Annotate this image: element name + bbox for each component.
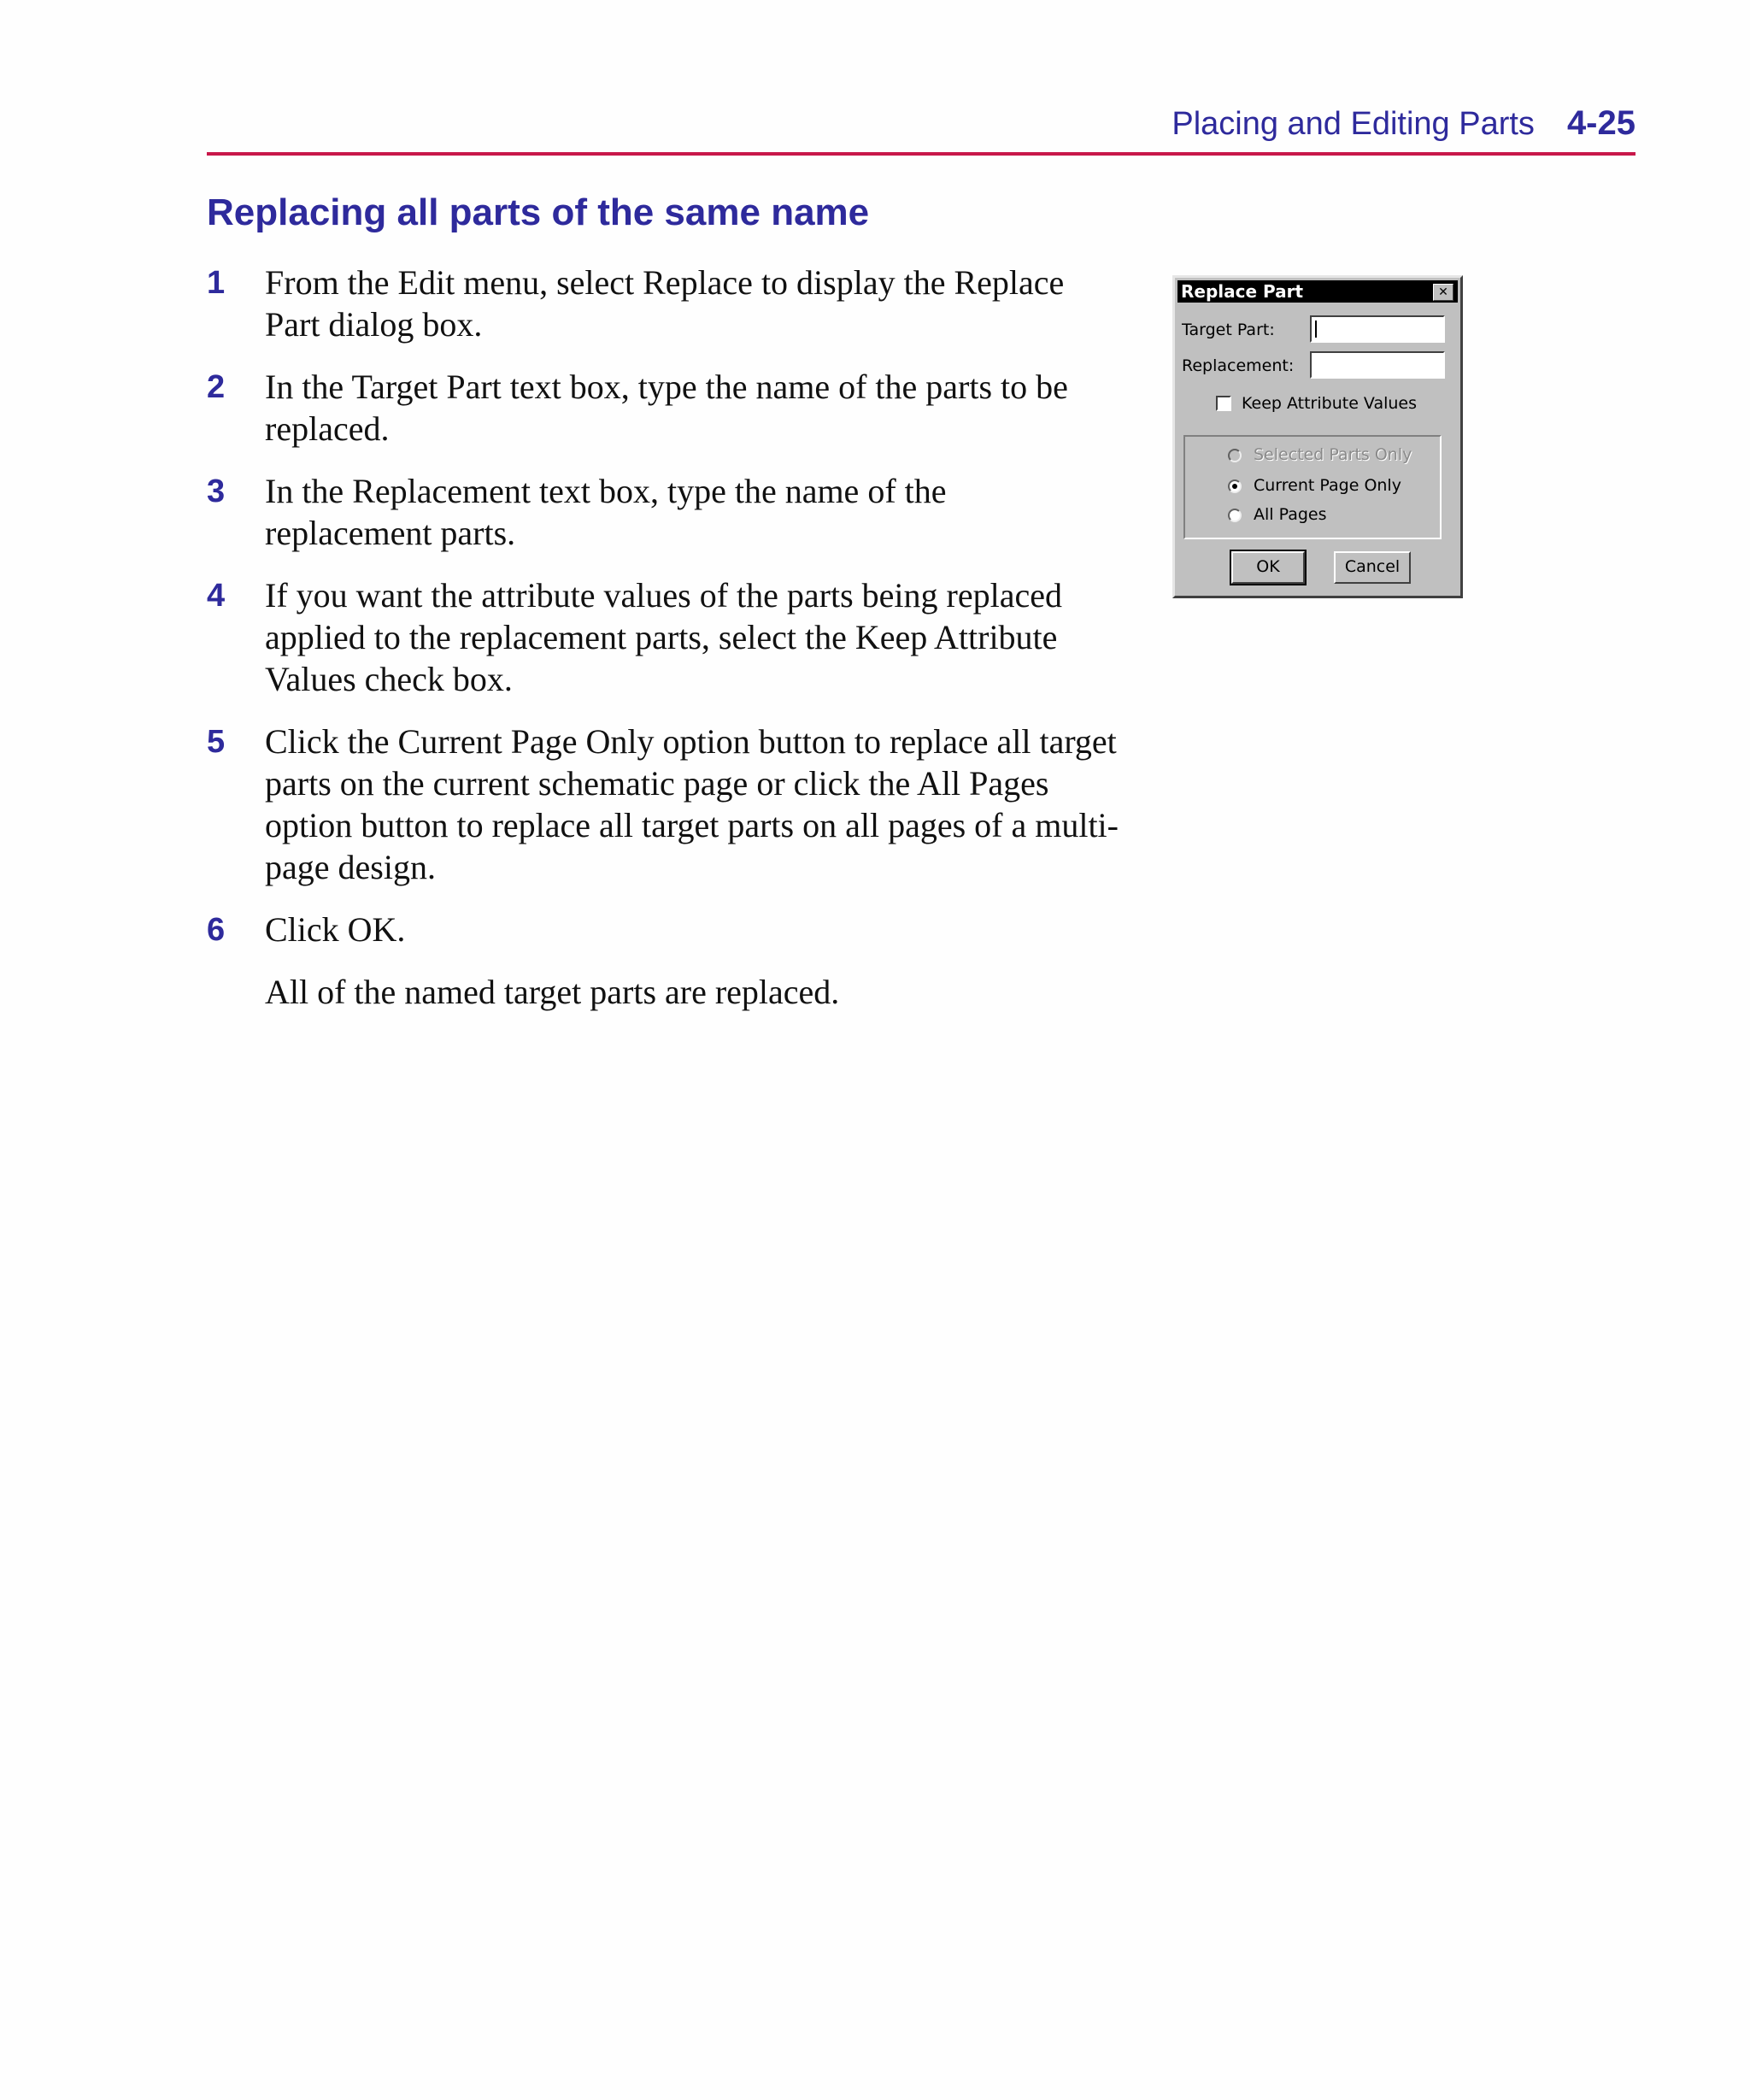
keep-attribute-values-label[interactable]: Keep Attribute Values [1242,394,1418,413]
step-text: Click OK. [265,910,406,949]
step-item [207,574,1138,700]
result-text: All of the named target parts are replaced. [265,973,840,1011]
header-text [1172,104,1635,143]
dialog-title: Replace Part [1181,281,1304,302]
all-pages-label[interactable]: All Pages [1254,505,1327,524]
target-part-input[interactable] [1310,315,1445,343]
dialog-titlebar [1177,280,1458,303]
replace-part-dialog [1172,275,1463,598]
section-title: Replacing all parts of the same name [207,191,870,233]
keep-attribute-values-checkbox[interactable] [1216,396,1231,411]
chapter-title: Placing and Editing Parts [1172,106,1535,142]
replacement-label: Replacement: [1182,356,1295,375]
step-text: In the Replacement text box, type the name of the replacement parts. [265,472,947,552]
target-part-label: Target Part: [1182,321,1275,339]
step-number: 1 [207,265,226,301]
selected-parts-only-radio [1228,449,1242,462]
current-page-only-label[interactable]: Current Page Only [1254,476,1401,495]
step-item [207,470,1138,554]
step-number: 6 [207,912,226,948]
step-text: From the Edit menu, select Replace to display the Replace Part dialog box. [265,263,1065,344]
close-icon[interactable]: ✕ [1433,284,1453,301]
step-text: If you want the attribute values of the parts being replaced applied to the replacement parts, select the Keep Attribute Values check box. [265,576,1062,698]
step-number: 5 [207,724,226,760]
ok-button[interactable]: OK [1231,551,1305,584]
selected-parts-only-label: Selected Parts Only [1254,445,1412,464]
page-header [207,101,1635,156]
text-caret [1315,321,1317,338]
scope-option-group [1183,435,1442,539]
step-item [207,721,1138,888]
cancel-button[interactable]: Cancel [1334,551,1411,584]
step-list [207,262,1138,1013]
page-number: 4-25 [1566,104,1635,142]
step-number: 2 [207,369,226,405]
step-item [207,262,1138,345]
step-item [207,366,1138,450]
step-number: 4 [207,578,226,614]
step-number: 3 [207,474,226,509]
step-text: Click the Current Page Only option button to replace all target parts on the current schematic page or click the All Pages option button to replace all target parts on all pages of a multi-page design. [265,722,1119,886]
current-page-only-radio[interactable] [1228,479,1242,493]
replacement-input[interactable] [1310,351,1445,379]
step-item [207,909,1138,950]
step-text: In the Target Part text box, type the name of the parts to be replaced. [265,368,1068,448]
all-pages-radio[interactable] [1228,509,1242,522]
